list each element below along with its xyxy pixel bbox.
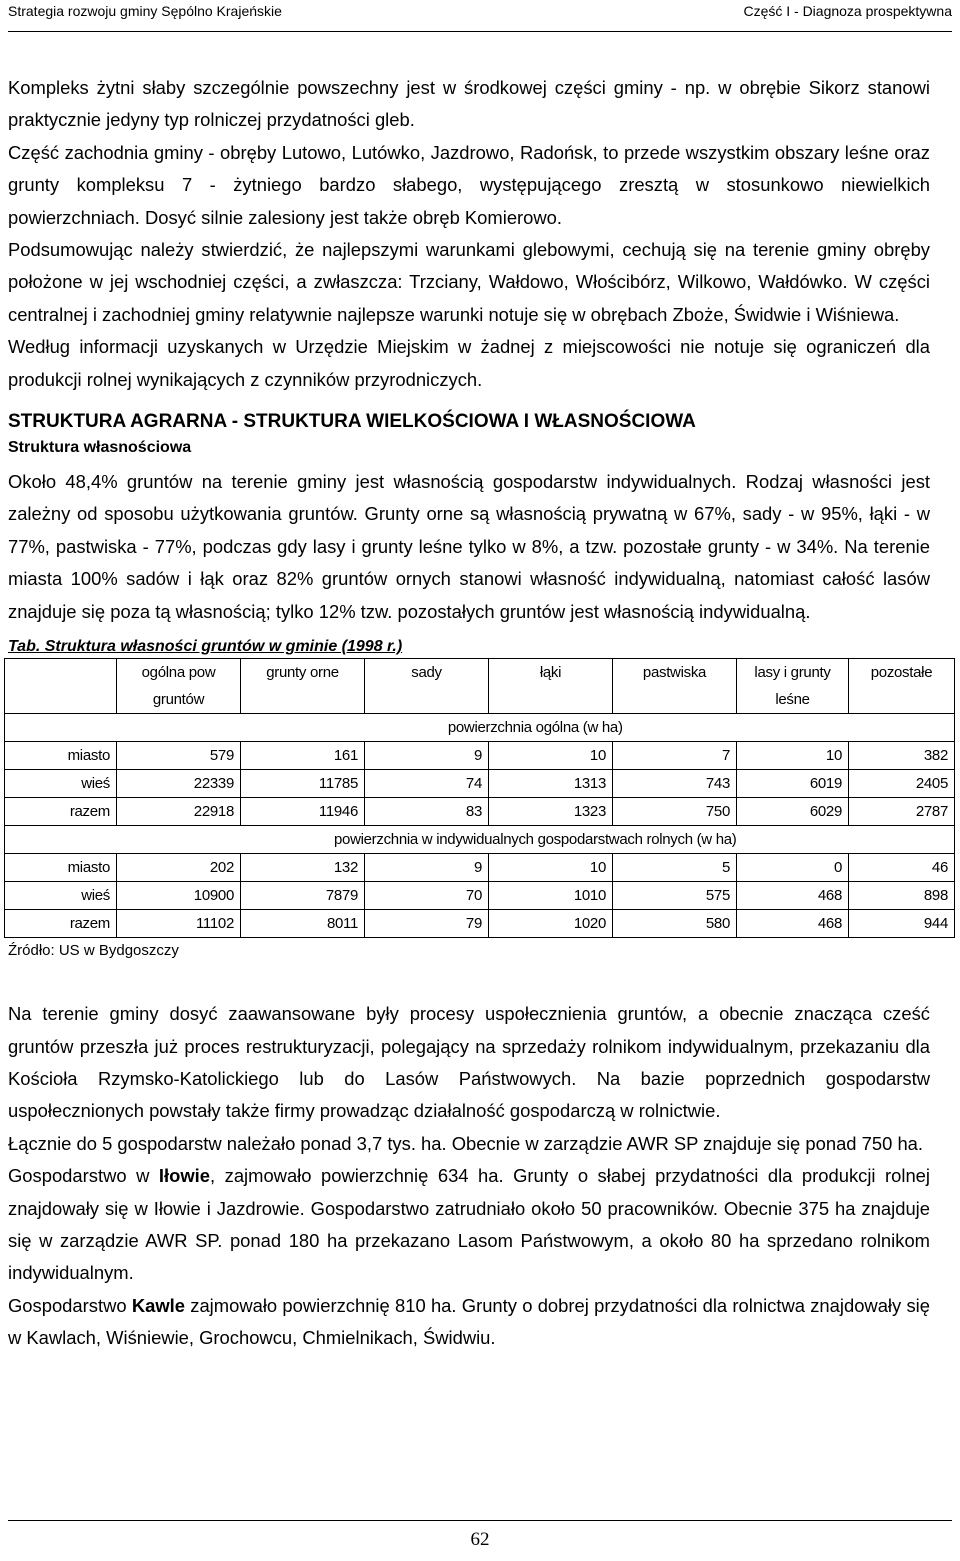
col-header: łąki bbox=[489, 659, 613, 714]
row-label: razem bbox=[5, 910, 117, 938]
table-cell: 0 bbox=[737, 854, 849, 882]
table-cell: 22339 bbox=[117, 770, 241, 798]
section-row bbox=[5, 826, 955, 854]
table-cell: 580 bbox=[613, 910, 737, 938]
section-label: powierzchnia w indywidualnych gospodarstwach rolnych (w ha) bbox=[117, 826, 955, 854]
table-cell: 132 bbox=[241, 854, 365, 882]
section-row bbox=[5, 714, 955, 742]
table-cell: 1313 bbox=[489, 770, 613, 798]
table-cell: 468 bbox=[737, 910, 849, 938]
table-cell: 202 bbox=[117, 854, 241, 882]
table-cell: 79 bbox=[365, 910, 489, 938]
paragraph-ownership: Około 48,4% gruntów na terenie gminy jest własnością gospodarstw indywidualnych. Rodzaj własności jest zależny od sposobu użytkowania gruntów. Grunty orne są własnością prywatną w 67%, sady - w 95%, łąki - w 77%, pastwiska - 77%, podczas gdy lasy i grunty leśne tylko w 8%, a tzw. pozostałe grunty - w 34%. Na terenie miasta 100% sadów i łąk oraz 82% gruntów ornych stanowi własność indywidualną, natomiast całość lasów znajduje się poza tą własnością; tylko 12% tzw. pozostałych gruntów jest własnością indywidualną. bbox=[8, 471, 930, 622]
table-row bbox=[5, 854, 955, 882]
col-header: ogólna pow gruntów bbox=[117, 659, 241, 714]
table-cell: 468 bbox=[737, 882, 849, 910]
paragraph-ilowo: Gospodarstwo w Iłowie, zajmowało powierzchnię 634 ha. Grunty o słabej przydatności dla produkcji rolnej znajdowały się w Iłowie i Jazdrowie. Gospodarstwo zatrudniało około 50 pracowników. Obecnie 375 ha znajduje się w zarządzie AWR SP. ponad 180 ha przekazano Lasom Państwowym, a około 80 ha sprzedano rolnikom indywidualnym. bbox=[8, 1165, 930, 1284]
table-row bbox=[5, 742, 955, 770]
table-cell: 579 bbox=[117, 742, 241, 770]
row-label: razem bbox=[5, 798, 117, 826]
table-cell: 2405 bbox=[849, 770, 955, 798]
col-header: lasy i grunty leśne bbox=[737, 659, 849, 714]
paragraph: Łącznie do 5 gospodarstw należało ponad 3,7 tys. ha. Obecnie w zarządzie AWR SP znajduje się ponad 750 ha. bbox=[8, 1132, 924, 1154]
bold-kawle: Kawle bbox=[131, 1294, 185, 1316]
bold-ilowo: Iłowie bbox=[158, 1165, 210, 1187]
table-cell: 382 bbox=[849, 742, 955, 770]
table-cell: 7 bbox=[613, 742, 737, 770]
section-label: powierzchnia ogólna (w ha) bbox=[117, 714, 955, 742]
page-number: 62 bbox=[470, 1529, 490, 1550]
page-header bbox=[8, 0, 952, 32]
paragraph: Na terenie gminy dosyć zaawansowane były procesy uspołecznienia gruntów, a obecnie znacząca cześć gruntów przeszła już proces restrukturyzacji, polegający na sprzedaży rolnikom indywidualnym, przekazaniu dla Kościoła Rzymsko-Katolickiego lub do Lasów Państwowych. Na bazie poprzednich gospodarstw uspołecznionych powstały także firmy prowadząc działalność gospodarczą w rolnictwie. bbox=[8, 1003, 930, 1122]
table-cell: 161 bbox=[241, 742, 365, 770]
table-cell: 2787 bbox=[849, 798, 955, 826]
col-header: pastwiska bbox=[613, 659, 737, 714]
table-row bbox=[5, 770, 955, 798]
paragraph: Podsumowując należy stwierdzić, że najlepszymi warunkami glebowymi, cechują się na terenie gminy obręby położone w jej wschodniej części, a zwłaszcza: Trzciany, Wałdowo, Włościbórz, Wilkowo, Wałdówko. W części centralnej i zachodniej gminy relatywnie najlepsze warunki notuje się w obrębach Zboże, Świdwie i Wiśniewa. bbox=[8, 239, 930, 325]
header-right: Część I - Diagnoza prospektywna bbox=[743, 3, 952, 19]
table-cell: 9 bbox=[365, 854, 489, 882]
header-empty bbox=[5, 659, 117, 714]
table-cell: 10 bbox=[489, 854, 613, 882]
table-cell: 11946 bbox=[241, 798, 365, 826]
page-footer bbox=[8, 1520, 952, 1551]
table-row bbox=[5, 882, 955, 910]
table-cell: 5 bbox=[613, 854, 737, 882]
table-cell: 46 bbox=[849, 854, 955, 882]
table-cell: 7879 bbox=[241, 882, 365, 910]
table-cell: 10900 bbox=[117, 882, 241, 910]
col-header: pozostałe bbox=[849, 659, 955, 714]
table-cell: 1323 bbox=[489, 798, 613, 826]
col-header: grunty orne bbox=[241, 659, 365, 714]
table-cell: 6029 bbox=[737, 798, 849, 826]
header-left: Strategia rozwoju gminy Sępólno Krajeńskie bbox=[8, 3, 282, 19]
table-cell: 8011 bbox=[241, 910, 365, 938]
paragraph-kawle: Gospodarstwo Kawle zajmowało powierzchnię 810 ha. Grunty o dobrej przydatności dla rolnictwa znajdowały się w Kawlach, Wiśniewie, Grochowcu, Chmielnikach, Świdwiu. bbox=[8, 1294, 930, 1349]
col-header: sady bbox=[365, 659, 489, 714]
table-cell: 750 bbox=[613, 798, 737, 826]
row-label: wieś bbox=[5, 882, 117, 910]
table-cell: 11102 bbox=[117, 910, 241, 938]
paragraph: Część zachodnia gminy - obręby Lutowo, Lutówko, Jazdrowo, Radońsk, to przede wszystkim obszary leśne oraz grunty kompleksu 7 - żytniego bardzo słabego, występującego zresztą w stosunkowo niewielkich powierzchniach. Dosyć silnie zalesiony jest także obręb Komierowo. bbox=[8, 141, 930, 228]
table-cell: 11785 bbox=[241, 770, 365, 798]
row-label: miasto bbox=[5, 742, 117, 770]
table-cell: 22918 bbox=[117, 798, 241, 826]
paragraph: Według informacji uzyskanych w Urzędzie Miejskim w żadnej z miejscowości nie notuje się ograniczeń dla produkcji rolnej wynikających z czynników przyrodniczych. bbox=[8, 336, 930, 390]
table-cell: 944 bbox=[849, 910, 955, 938]
table-caption: Tab. Struktura własności gruntów w gminie (1998 r.) bbox=[8, 638, 403, 656]
table-source: Źródło: US w Bydgoszczy bbox=[8, 942, 179, 960]
table-row bbox=[5, 910, 955, 938]
table-cell: 1010 bbox=[489, 882, 613, 910]
table-cell: 10 bbox=[737, 742, 849, 770]
table-cell: 6019 bbox=[737, 770, 849, 798]
row-label: miasto bbox=[5, 854, 117, 882]
table-cell: 898 bbox=[849, 882, 955, 910]
table-header-row bbox=[5, 659, 955, 714]
document-body bbox=[8, 72, 948, 1355]
table-cell: 9 bbox=[365, 742, 489, 770]
subheading: Struktura własnościowa bbox=[8, 439, 192, 457]
table-row bbox=[5, 798, 955, 826]
section-heading: STRUKTURA AGRARNA - STRUKTURA WIELKOŚCIOWA I WŁASNOŚCIOWA bbox=[8, 411, 696, 433]
table-cell: 70 bbox=[365, 882, 489, 910]
paragraph: Kompleks żytni słaby szczególnie powszechny jest w środkowej części gminy - np. w obrębie Sikorz stanowi praktycznie jedyny typ rolniczej przydatności gleb. bbox=[8, 77, 930, 131]
table-cell: 743 bbox=[613, 770, 737, 798]
row-label: wieś bbox=[5, 770, 117, 798]
table-cell: 83 bbox=[365, 798, 489, 826]
table-cell: 74 bbox=[365, 770, 489, 798]
table-cell: 10 bbox=[489, 742, 613, 770]
ownership-table bbox=[4, 658, 955, 938]
table-cell: 1020 bbox=[489, 910, 613, 938]
table-cell: 575 bbox=[613, 882, 737, 910]
